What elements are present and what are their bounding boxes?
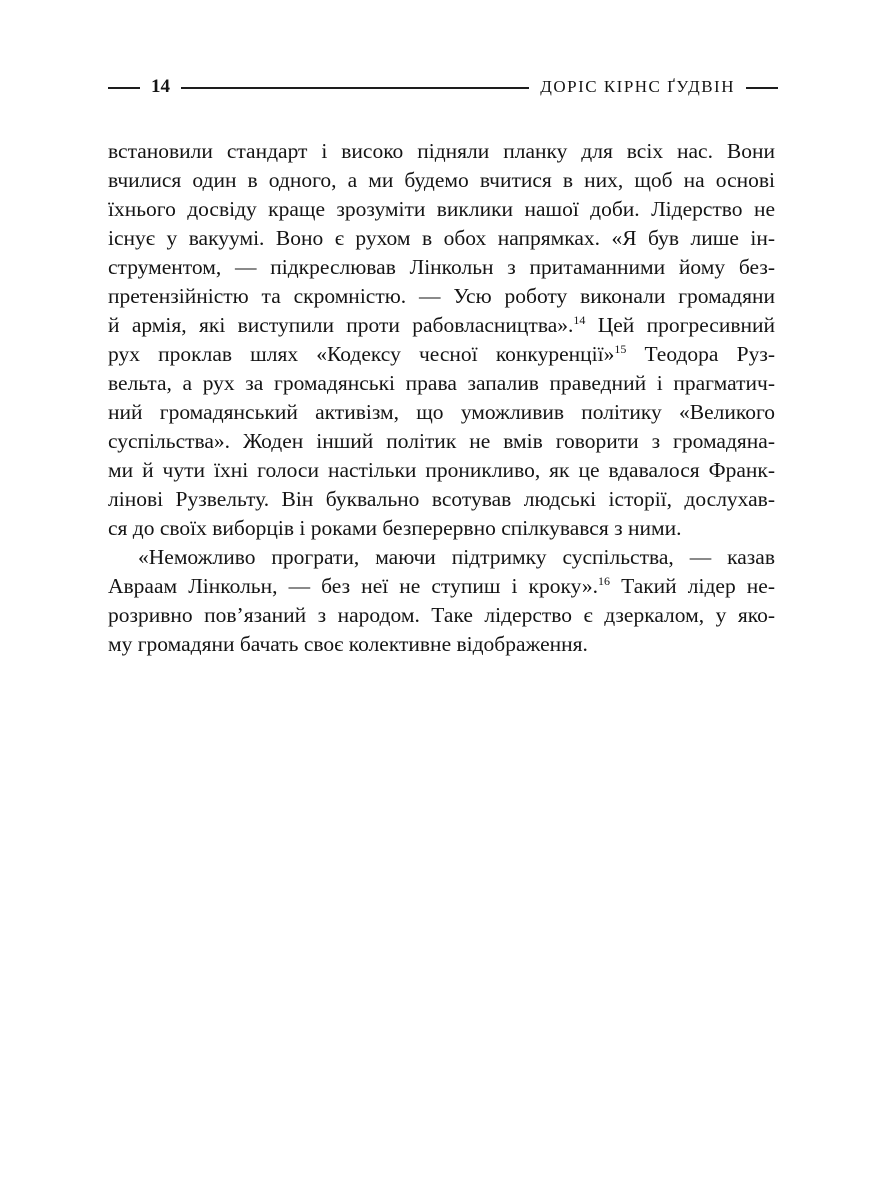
paragraph (108, 137, 775, 543)
line-text: Такий лідер не- (610, 574, 775, 598)
line-text: ся до своїх виборців і роками безперервно спілкувався з ними. (108, 516, 682, 540)
text-line (108, 601, 775, 630)
footnote-ref: 16 (598, 573, 611, 588)
text-line (108, 543, 775, 572)
line-text: встановили стандарт і високо підняли планку для всіх нас. Вони (108, 139, 775, 163)
line-text: суспільства». Жоден інший політик не вмів говорити з громадяна- (108, 429, 775, 453)
text-line (108, 311, 775, 340)
line-text: ми й чути їхні голоси настільки проникливо, як це вдавалося Франк- (108, 458, 775, 482)
header-rule-left (108, 87, 140, 89)
line-text: вельта, а рух за громадянські права запалив праведний і прагматич- (108, 371, 775, 395)
text-line (108, 166, 775, 195)
body-text (108, 137, 775, 659)
text-line (108, 630, 775, 659)
line-text: струментом, — підкреслював Лінкольн з притаманними йому без- (108, 255, 775, 279)
text-line (108, 456, 775, 485)
text-line (108, 572, 775, 601)
page-header (108, 78, 778, 97)
line-text: ний громадянський активізм, що уможливив політику «Великого (108, 400, 775, 424)
line-text: рух проклав шлях «Кодексу чесної конкуренції» (108, 342, 615, 366)
line-text: Теодора Руз- (626, 342, 775, 366)
text-line (108, 195, 775, 224)
text-line (108, 485, 775, 514)
line-text: му громадяни бачать своє колективне відображення. (108, 632, 588, 656)
line-text: Авраам Лінкольн, — без неї не ступиш і кроку». (108, 574, 599, 598)
text-line (108, 340, 775, 369)
line-text: й армія, які виступили проти рабовласництва». (108, 313, 574, 337)
text-line (108, 137, 775, 166)
text-line (108, 282, 775, 311)
page-number: 14 (151, 76, 170, 97)
line-text: «Неможливо програти, маючи підтримку суспільства, — казав (138, 545, 775, 569)
footnote-ref: 14 (573, 312, 586, 327)
line-text: вчилися один в одного, а ми будемо вчитися в них, щоб на основі (108, 168, 775, 192)
running-head-author: ДОРІС КІРНС ҐУДВІН (540, 77, 735, 96)
text-line (108, 253, 775, 282)
header-rule-right (746, 87, 778, 89)
paragraph (108, 543, 775, 659)
line-text: розривно пов’язаний з народом. Таке лідерство є дзеркалом, у яко- (108, 603, 775, 627)
line-text: Цей прогресивний (585, 313, 775, 337)
footnote-ref: 15 (614, 341, 627, 356)
line-text: їхнього досвіду краще зрозуміти виклики нашої доби. Лідерство не (108, 197, 775, 221)
text-line (108, 369, 775, 398)
line-text: претензійністю та скромністю. — Усю роботу виконали громадяни (108, 284, 775, 308)
text-line (108, 224, 775, 253)
line-text: лінові Рузвельту. Він буквально всотував людські історії, дослухав- (108, 487, 775, 511)
header-rule-middle (181, 87, 529, 89)
text-line (108, 398, 775, 427)
text-line (108, 427, 775, 456)
line-text: існує у вакуумі. Воно є рухом в обох напрямках. «Я був лише ін- (108, 226, 775, 250)
text-line (108, 514, 775, 543)
